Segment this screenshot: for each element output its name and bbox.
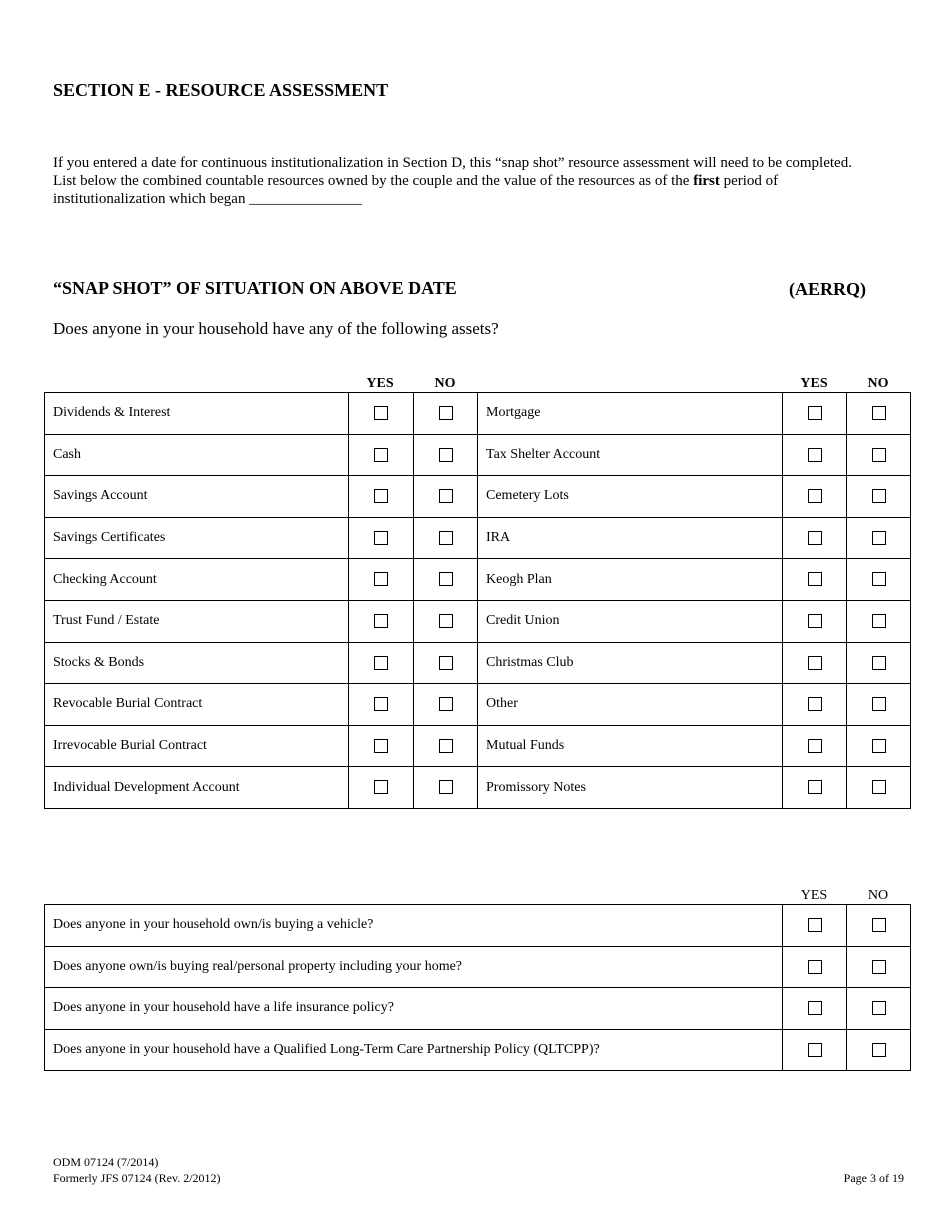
form-id: ODM 07124 (7/2014): [53, 1155, 159, 1169]
asset-no-checkbox[interactable]: [439, 697, 453, 711]
asset-no-checkbox[interactable]: [439, 448, 453, 462]
question-no-checkbox[interactable]: [872, 960, 886, 974]
instructions-emphasis: first: [693, 173, 720, 189]
asset-no-checkbox[interactable]: [439, 489, 453, 503]
asset-yes-checkbox-cell: [349, 517, 414, 559]
asset-no-checkbox[interactable]: [439, 780, 453, 794]
asset-no-checkbox-cell: [414, 434, 478, 476]
question-yes-checkbox-cell: [783, 1029, 847, 1071]
asset-yes-checkbox-cell: [783, 642, 847, 684]
asset-label: Irrevocable Burial Contract: [45, 725, 349, 767]
question-yes-checkbox[interactable]: [808, 960, 822, 974]
asset-yes-checkbox[interactable]: [808, 531, 822, 545]
asset-label: Revocable Burial Contract: [45, 684, 349, 726]
asset-no-checkbox[interactable]: [439, 614, 453, 628]
asset-yes-checkbox-cell: [783, 476, 847, 518]
asset-label: Savings Certificates: [45, 517, 349, 559]
asset-no-checkbox-cell: [847, 476, 911, 518]
questions-yes-header: YES: [800, 888, 828, 903]
asset-no-checkbox[interactable]: [439, 656, 453, 670]
asset-yes-checkbox[interactable]: [374, 697, 388, 711]
asset-yes-checkbox-cell: [783, 725, 847, 767]
asset-yes-checkbox[interactable]: [808, 780, 822, 794]
asset-yes-checkbox[interactable]: [374, 448, 388, 462]
page-number: Page 3 of 19: [843, 1171, 904, 1185]
asset-no-checkbox[interactable]: [439, 572, 453, 586]
snapshot-title: “SNAP SHOT” OF SITUATION ON ABOVE DATE: [53, 278, 457, 298]
question-no-checkbox[interactable]: [872, 1043, 886, 1057]
form-footer: [53, 1154, 221, 1186]
asset-no-checkbox[interactable]: [872, 697, 886, 711]
asset-no-checkbox[interactable]: [872, 656, 886, 670]
asset-yes-checkbox-cell: [349, 767, 414, 809]
asset-no-checkbox[interactable]: [872, 614, 886, 628]
asset-no-checkbox-cell: [847, 393, 911, 435]
asset-yes-checkbox-cell: [349, 684, 414, 726]
assets-right-yes-header: YES: [800, 376, 828, 391]
asset-label: Cemetery Lots: [478, 476, 783, 518]
question-yes-checkbox-cell: [783, 905, 847, 947]
assets-question: Does anyone in your household have any of the following assets?: [53, 319, 499, 338]
questions-no-header: NO: [867, 888, 889, 903]
asset-no-checkbox-cell: [847, 434, 911, 476]
asset-no-checkbox-cell: [847, 600, 911, 642]
instructions-line-2: [53, 172, 913, 190]
asset-yes-checkbox-cell: [349, 434, 414, 476]
question-no-checkbox-cell: [847, 905, 911, 947]
form-formerly: Formerly JFS 07124 (Rev. 2/2012): [53, 1171, 221, 1185]
asset-yes-checkbox[interactable]: [808, 739, 822, 753]
assets-right-no-header: NO: [867, 376, 889, 391]
table-row: [45, 434, 911, 476]
asset-label: IRA: [478, 517, 783, 559]
table-row: [45, 725, 911, 767]
question-text: Does anyone in your household have a Qualified Long-Term Care Partnership Policy (QLTCPP)?: [45, 1029, 783, 1071]
asset-yes-checkbox[interactable]: [808, 572, 822, 586]
asset-yes-checkbox-cell: [349, 559, 414, 601]
asset-yes-checkbox-cell: [349, 476, 414, 518]
asset-no-checkbox-cell: [414, 642, 478, 684]
asset-label: Keogh Plan: [478, 559, 783, 601]
instructions-line-2-start: List below the combined countable resources owned by the couple and the value of the resources as of the: [53, 173, 694, 189]
asset-no-checkbox[interactable]: [872, 406, 886, 420]
table-row: [45, 946, 911, 988]
asset-yes-checkbox[interactable]: [374, 614, 388, 628]
asset-no-checkbox-cell: [847, 725, 911, 767]
question-yes-checkbox[interactable]: [808, 1043, 822, 1057]
asset-no-checkbox-cell: [847, 684, 911, 726]
instructions-line-3: institutionalization which began _______________: [53, 191, 362, 207]
asset-no-checkbox-cell: [414, 393, 478, 435]
questions-table: [44, 904, 911, 1071]
asset-yes-checkbox[interactable]: [374, 406, 388, 420]
assets-left-no-header: NO: [434, 376, 456, 391]
asset-yes-checkbox-cell: [783, 600, 847, 642]
question-yes-checkbox[interactable]: [808, 1001, 822, 1015]
asset-no-checkbox[interactable]: [872, 489, 886, 503]
asset-yes-checkbox[interactable]: [808, 656, 822, 670]
table-row: [45, 684, 911, 726]
question-no-checkbox[interactable]: [872, 918, 886, 932]
asset-no-checkbox-cell: [847, 517, 911, 559]
asset-no-checkbox[interactable]: [872, 739, 886, 753]
asset-no-checkbox-cell: [414, 684, 478, 726]
table-row: [45, 393, 911, 435]
asset-no-checkbox-cell: [414, 517, 478, 559]
asset-yes-checkbox-cell: [783, 393, 847, 435]
assets-table: [44, 392, 911, 809]
asset-label: Christmas Club: [478, 642, 783, 684]
asset-label: Trust Fund / Estate: [45, 600, 349, 642]
asset-no-checkbox-cell: [847, 559, 911, 601]
asset-no-checkbox-cell: [847, 767, 911, 809]
asset-yes-checkbox-cell: [783, 434, 847, 476]
table-row: [45, 517, 911, 559]
asset-no-checkbox[interactable]: [439, 531, 453, 545]
asset-yes-checkbox-cell: [349, 393, 414, 435]
asset-no-checkbox-cell: [414, 767, 478, 809]
table-row: [45, 988, 911, 1030]
asset-no-checkbox[interactable]: [872, 531, 886, 545]
instructions-paragraph: [53, 154, 913, 208]
asset-yes-checkbox[interactable]: [808, 697, 822, 711]
table-row: [45, 559, 911, 601]
asset-yes-checkbox-cell: [349, 600, 414, 642]
asset-yes-checkbox[interactable]: [374, 572, 388, 586]
asset-no-checkbox-cell: [414, 725, 478, 767]
asset-yes-checkbox-cell: [783, 517, 847, 559]
asset-no-checkbox[interactable]: [872, 448, 886, 462]
assets-left-yes-header: YES: [366, 376, 394, 391]
asset-no-checkbox[interactable]: [439, 739, 453, 753]
asset-yes-checkbox-cell: [349, 725, 414, 767]
asset-label: Tax Shelter Account: [478, 434, 783, 476]
snapshot-code: (AERRQ): [789, 279, 866, 299]
question-yes-checkbox[interactable]: [808, 918, 822, 932]
asset-label: Checking Account: [45, 559, 349, 601]
asset-yes-checkbox[interactable]: [808, 489, 822, 503]
asset-no-checkbox-cell: [414, 476, 478, 518]
asset-label: Dividends & Interest: [45, 393, 349, 435]
asset-yes-checkbox[interactable]: [374, 489, 388, 503]
asset-no-checkbox-cell: [414, 559, 478, 601]
table-row: [45, 767, 911, 809]
question-yes-checkbox-cell: [783, 988, 847, 1030]
asset-yes-checkbox-cell: [783, 684, 847, 726]
asset-label: Credit Union: [478, 600, 783, 642]
asset-label: Cash: [45, 434, 349, 476]
asset-yes-checkbox[interactable]: [374, 739, 388, 753]
question-yes-checkbox-cell: [783, 946, 847, 988]
asset-label: Stocks & Bonds: [45, 642, 349, 684]
table-row: [45, 1029, 911, 1071]
instructions-line-1: If you entered a date for continuous institutionalization in Section D, this “snap shot” resource assessment will need to be completed.: [53, 155, 852, 171]
table-row: [45, 905, 911, 947]
asset-yes-checkbox[interactable]: [374, 780, 388, 794]
asset-no-checkbox[interactable]: [872, 780, 886, 794]
asset-yes-checkbox[interactable]: [808, 448, 822, 462]
asset-yes-checkbox[interactable]: [374, 656, 388, 670]
question-text: Does anyone in your household own/is buying a vehicle?: [45, 905, 783, 947]
asset-label: Mutual Funds: [478, 725, 783, 767]
asset-yes-checkbox[interactable]: [808, 406, 822, 420]
question-text: Does anyone in your household have a life insurance policy?: [45, 988, 783, 1030]
table-row: [45, 642, 911, 684]
question-text: Does anyone own/is buying real/personal property including your home?: [45, 946, 783, 988]
asset-yes-checkbox[interactable]: [808, 614, 822, 628]
asset-no-checkbox[interactable]: [872, 572, 886, 586]
question-no-checkbox-cell: [847, 988, 911, 1030]
asset-yes-checkbox-cell: [349, 642, 414, 684]
table-row: [45, 476, 911, 518]
asset-no-checkbox[interactable]: [439, 406, 453, 420]
question-no-checkbox[interactable]: [872, 1001, 886, 1015]
instructions-line-2-end: period of: [719, 173, 779, 189]
asset-yes-checkbox[interactable]: [374, 531, 388, 545]
asset-yes-checkbox-cell: [783, 559, 847, 601]
asset-label: Promissory Notes: [478, 767, 783, 809]
section-title: SECTION E - RESOURCE ASSESSMENT: [53, 80, 389, 100]
asset-label: Savings Account: [45, 476, 349, 518]
question-no-checkbox-cell: [847, 1029, 911, 1071]
table-row: [45, 600, 911, 642]
asset-label: Individual Development Account: [45, 767, 349, 809]
asset-yes-checkbox-cell: [783, 767, 847, 809]
question-no-checkbox-cell: [847, 946, 911, 988]
asset-no-checkbox-cell: [414, 600, 478, 642]
asset-no-checkbox-cell: [847, 642, 911, 684]
asset-label: Other: [478, 684, 783, 726]
asset-label: Mortgage: [478, 393, 783, 435]
